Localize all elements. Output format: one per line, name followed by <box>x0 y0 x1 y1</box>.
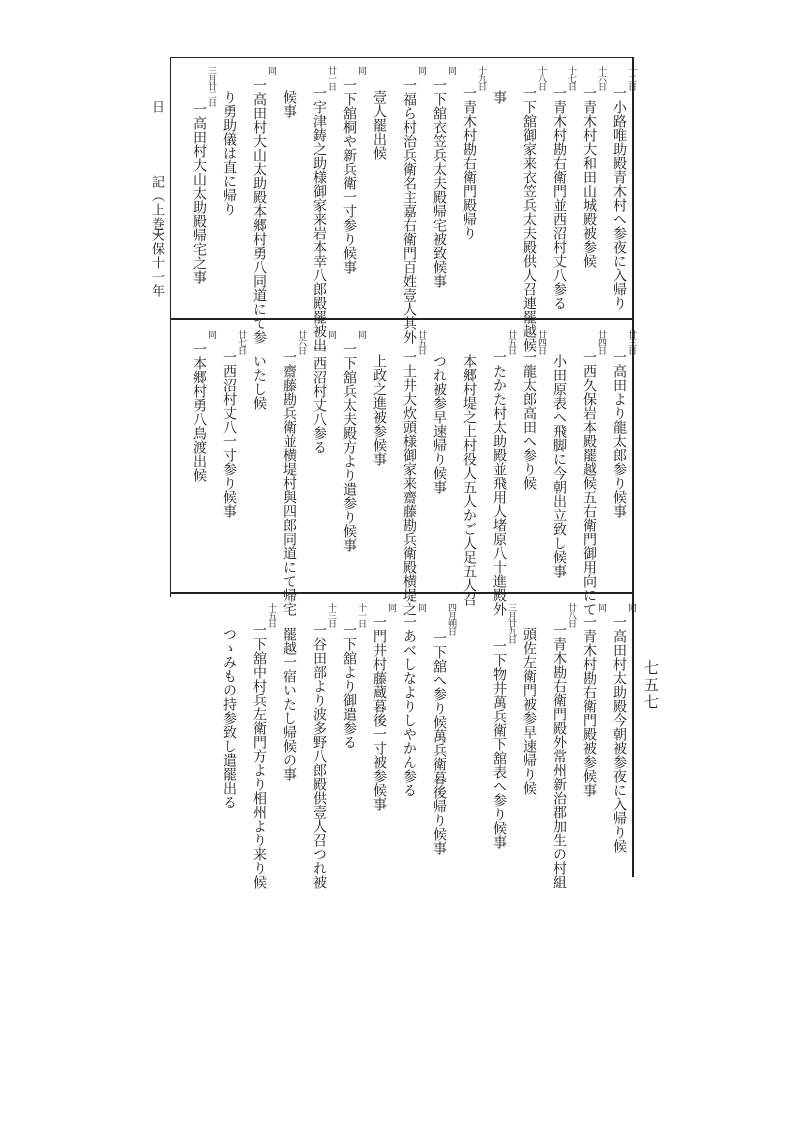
entry-text: 一土井大炊頭様御家来齋藤勘兵衛殿横堤之 <box>401 350 417 616</box>
entry-date: 十八日 <box>536 66 546 90</box>
entry-text: 一高田村太助殿今朝被参夜に入帰り候 <box>611 615 627 853</box>
entry-date: 廿七日 <box>236 330 246 354</box>
entry-text: 一高田より龍太郎参り候事 <box>611 350 627 518</box>
entry-date: 同 <box>416 66 426 74</box>
header-label-era: 天保十一年 <box>149 228 164 298</box>
entry-text: 一宇津鋳之助様御家来岩本幸八郎殿罷被出 <box>311 86 327 352</box>
entry-date: 同 <box>626 603 636 611</box>
entry-date: 同 <box>356 330 366 338</box>
entry-text: 一下舘御家来衣笠兵太夫殿供人召連罷越候 <box>521 86 537 352</box>
entry-text: 上政之進被参候事 <box>371 354 387 466</box>
frame-top-border <box>170 57 633 58</box>
entry-text: 一高田村大山太助殿本郷村勇八同道にて参 <box>251 78 267 344</box>
entry-date: 三月廿二日 <box>206 66 216 106</box>
entry-text: 一青木勘右衛門殿外常州新治郡加生の村組 <box>551 623 567 889</box>
entry-text: 一福ら村治兵衛名主嘉右衛門百姓壹人其外 <box>401 78 417 344</box>
entry-text: 一青木村勘右衛門殿被参候事 <box>581 615 597 797</box>
entry-text: 一青木村大和田山城殿被参候 <box>581 86 597 268</box>
entry-date: 廿五日 <box>506 330 516 354</box>
entry-date: 十九日 <box>476 66 486 90</box>
entry-date: 同 <box>266 66 276 74</box>
entry-text: 一谷田部より波多野八郎殿供壹人召つれ被 <box>311 623 327 889</box>
entry-date: 四月朔日 <box>446 603 456 635</box>
entry-date: 十二日 <box>626 66 636 90</box>
entry-date: 同 <box>356 66 366 74</box>
entry-date: 廿一日 <box>326 66 336 90</box>
entry-text: 壹人罷出候 <box>371 90 387 160</box>
frame-left-border <box>170 57 171 597</box>
entry-text: 一下舘へ参り候萬兵衛暮後帰り候事 <box>431 631 447 855</box>
frame-right-border <box>632 57 634 877</box>
entry-date: 同 <box>596 603 606 611</box>
entry-text: 一門井村藤蔵暮後一寸被参候事 <box>371 615 387 811</box>
entry-text: 一下舘より御遣参る <box>341 623 357 749</box>
entry-text: つれ被参早速帰り候事 <box>431 354 447 494</box>
entry-text: 一下舘中村兵左衛門方より相州より来り候 <box>251 623 267 889</box>
entry-date: 三月廿九日 <box>506 603 516 643</box>
entry-date: 廿四日 <box>596 330 606 354</box>
entry-text: 一齋藤勘兵衛並横堤村與四郎同道にて帰宅 <box>281 350 297 616</box>
entry-text: 一西久保岩本殿罷越候五右衛門御用向にて <box>581 350 597 616</box>
entry-date: 廿五日 <box>416 330 426 354</box>
entry-date: 廿六日 <box>296 330 306 354</box>
entry-date: 同 <box>416 603 426 611</box>
entry-text: いたし候 <box>251 354 267 410</box>
entry-date: 同 <box>386 603 396 611</box>
entry-date: 十六日 <box>596 66 606 90</box>
entry-text: 一あべしなよりしやかん参る <box>401 615 417 797</box>
entry-text: り勇助儀は直に帰り <box>221 90 237 216</box>
entry-date: 廿四日 <box>536 330 546 354</box>
entry-text: 一龍太郎高田へ参り候 <box>521 350 537 490</box>
entry-text: 小田原表へ飛脚に今朝出立致し候事 <box>551 354 567 578</box>
entry-text: 一小路唯助殿青木村へ参夜に入帰り <box>611 86 627 310</box>
entry-date: 十七日 <box>566 66 576 90</box>
entry-text: 一下舘兵太夫殿方より遣参り候事 <box>341 342 357 552</box>
entry-text: 一西沼村丈八参る <box>311 342 327 454</box>
entry-date: 十三日 <box>326 603 336 627</box>
entry-text: 本郷村堤之上村役人五人かご人足五人召 <box>461 354 477 606</box>
entry-text: 一本郷村勇八鳥渡出候 <box>191 342 207 482</box>
header-label-volume: 記（上巻） <box>149 175 164 245</box>
entry-text: 一下舘桐や新兵衛一寸参り候事 <box>341 78 357 274</box>
entry-text: 一高田村大山太助殿帰宅之事 <box>191 102 207 284</box>
entry-date: 同 <box>326 330 336 338</box>
page-number: 七五七 <box>642 660 660 711</box>
entry-date: 十五日 <box>266 603 276 627</box>
entry-text: 罷越一宿いたし帰候の事 <box>281 627 297 781</box>
header-label-diary: 日 <box>149 100 164 114</box>
entry-text: 一青木村勘右衛門殿帰り <box>461 86 477 240</box>
entry-text: 一青木村勘右衛門並西沼村丈八参る <box>551 86 567 310</box>
entry-text: 候事 <box>281 90 297 118</box>
entry-text: 一たかた村太助殿並飛用人堵原八十進殿外 <box>491 350 507 616</box>
entry-text: 事 <box>491 90 507 104</box>
entry-date: 十一日 <box>356 603 366 627</box>
entry-text: つゝみもの持参致し遣罷出る <box>221 627 237 809</box>
entry-date: 廿八日 <box>566 603 576 627</box>
entry-date: 同 <box>206 330 216 338</box>
entry-text: 一下物井萬兵衛下舘表へ参り候事 <box>491 639 507 849</box>
entry-text: 一西沼村丈八一寸参り候事 <box>221 350 237 518</box>
entry-text: 一下舘衣笠兵太夫殿帰宅被致候事 <box>431 78 447 288</box>
entry-date: 廿三日 <box>626 330 636 354</box>
entry-text: 頭佐左衛門被参早速帰り候 <box>521 627 537 795</box>
entry-date: 同 <box>446 66 456 74</box>
